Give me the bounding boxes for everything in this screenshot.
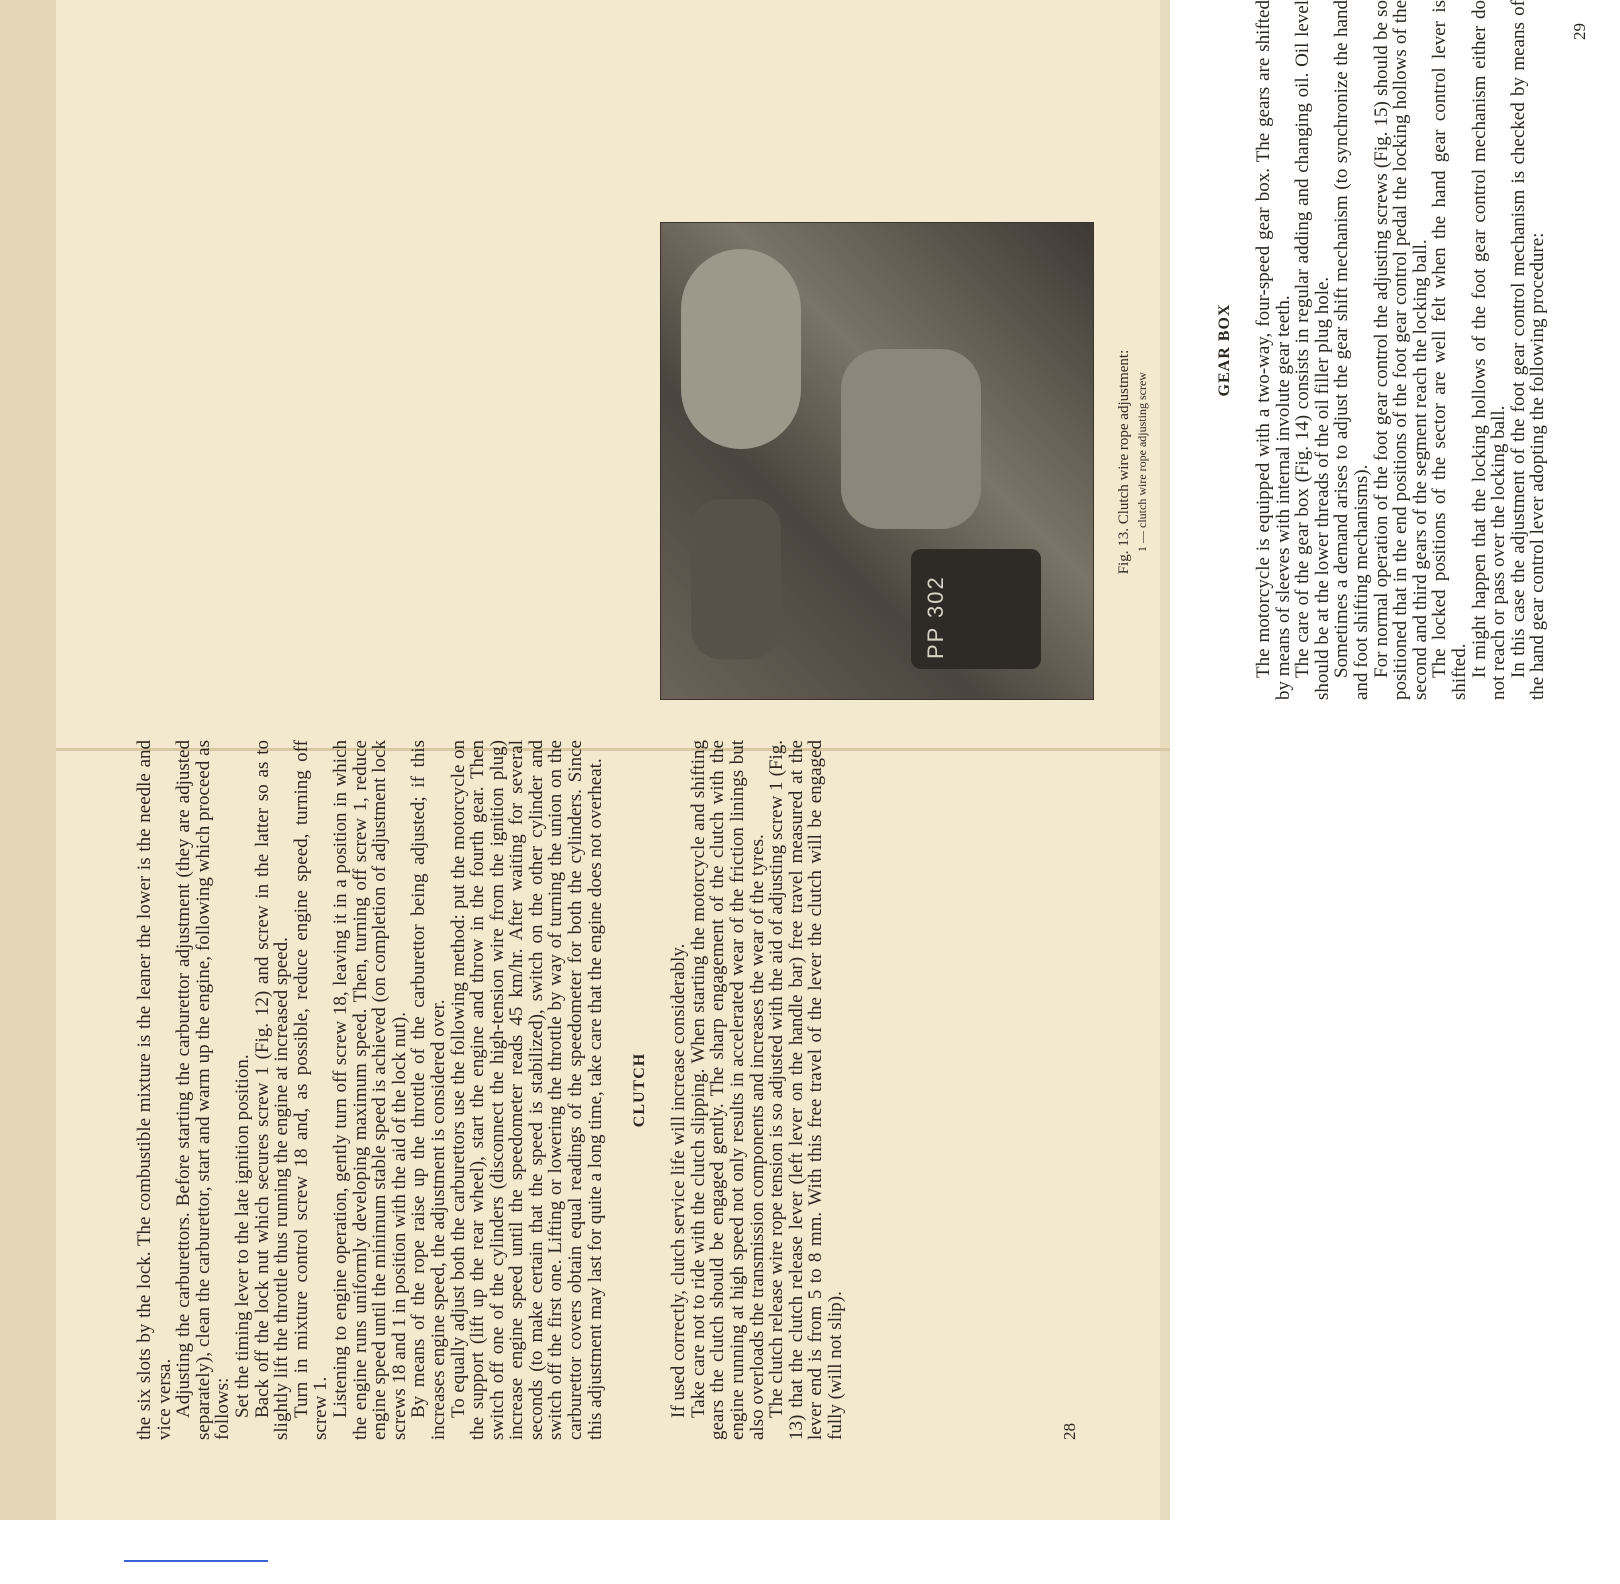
- paragraph: Adjusting the carburettors. Before starting the carburettor adjustment (they are adjusted separately), clean the carburettor, start and warm up the engine, following which proceed as follows:: [173, 740, 234, 1440]
- paragraph: Sometimes a demand arises to adjust the gear shift mechanism (to synchronize the hand and foot shifting mechanisms).: [1331, 0, 1372, 700]
- page-number: 29: [1570, 23, 1589, 40]
- paragraph: The motorcycle is equipped with a two-way, four-speed gear box. The gears are shifted by means of sleeves with internal involute gear teeth.: [1253, 0, 1294, 700]
- figure-13-photo: [660, 222, 1094, 700]
- instrument-plate-text: PP 302: [923, 575, 948, 659]
- paragraph: Set the timing lever to the late ignition position.: [231, 1054, 253, 1418]
- figure-caption: [1115, 224, 1151, 700]
- paragraph: The care of the gear box (Fig. 14) consists in regular adding and changing oil. Oil level should be at the lower threads of the oil filler plug hole.: [1292, 0, 1333, 700]
- caption-title: Fig. 13. Clutch wire rope adjustment:: [1116, 349, 1132, 575]
- paragraph: It might happen that the locking hollows of the foot gear control mechanism either do not reach or pass over the locking ball.: [1468, 0, 1510, 700]
- page-28: [135, 740, 1095, 1440]
- link-underline[interactable]: [124, 1560, 268, 1562]
- paragraph: Back off the lock nut which secures screw 1 (Fig. 12) and screw in the latter so as to slightly lift the throttle thus running the engine at increased speed.: [251, 740, 293, 1440]
- paragraph: Listening to engine operation, gently turn off screw 18, leaving it in a position in which the engine runs uniformly developing maximum speed. Then, turning off screw 1, reduce engine speed until the minimum stable speed is achieved (on completion of adjustment lock screws 18 and 1 in position with the aid of the lock nut).: [329, 740, 410, 1440]
- paragraph: In this case the adjustment of the foot gear control mechanism is checked by means of the hand gear control lever adopting the following procedure:: [1507, 0, 1549, 700]
- gearbox-section: [1190, 0, 1548, 700]
- page-edge-left: [0, 0, 56, 1520]
- paragraph: For normal operation of the foot gear control the adjusting screws (Fig. 15) should be so positioned that in the end positions of the foot gear control pedal the locking hollows of the second and third gears of the segment reach the locking ball.: [1370, 0, 1431, 700]
- paragraph: the six slots by the lock. The combustible mixture is the leaner the lower is the needle and vice versa.: [134, 740, 175, 1440]
- section-heading-gearbox: GEAR BOX: [1216, 303, 1233, 397]
- paragraph: If used correctly, clutch service life will increase considerably.: [668, 943, 690, 1418]
- paragraph: Turn in mixture control screw 18 and, as possible, reduce engine speed, turning off screw 1.: [290, 740, 332, 1440]
- paragraph: The clutch release wire rope tension is so adjusted with the aid of adjusting screw 1 (Fig. 13) that the clutch release lever (left lever on the handle bar) free travel measured at the lever end is from 5 to 8 mm. With this free travel of the lever the clutch will be engaged fully (will not slip).: [766, 740, 846, 1440]
- page-29: [660, 0, 1620, 700]
- paragraph: By means of the rope raise up the throttle of the carburettor being adjusted; if this increases engine speed, the adjustment is considered over.: [408, 740, 449, 1440]
- paragraph: The locked positions of the sector are well felt when the hand gear control lever is shifted.: [1429, 0, 1470, 700]
- section-heading-clutch: CLUTCH: [631, 1052, 649, 1128]
- scan-margin: [0, 1520, 1224, 1584]
- paragraph: Take care not to ride with the clutch slipping. When starting the motorcycle and shifting gears the clutch should be engaged gently. The sharp engagement of the clutch with the engine running at high speed not only results in accelerated wear of the friction linings but also overloads the transmission components and increases the wear of the tyres.: [687, 740, 768, 1440]
- caption-legend: 1 — clutch wire rope adjusting screw: [1135, 372, 1149, 552]
- paragraph: To equally adjust both the carburettors use the following method: put the motorcycle on the support (lift up the rear wheel), start the engine and throw in the fourth gear. Then switch off one of the cylinders (disconnect the high-tension wire from the ignition plug) increase engine speed until the speedometer reads 45 km/hr. After waiting for several seconds (to make certain that the speed is stabilized), switch on the other cylinder and switch off the first one. Lifting or lowering the throttle by way of turning the union on the carburettor covers obtain equal readings of the speedometer for both the cylinders. Since this adjustment may last for quite a long time, take care that the engine does not overheat.: [447, 740, 606, 1440]
- page-number: 28: [1060, 1423, 1079, 1440]
